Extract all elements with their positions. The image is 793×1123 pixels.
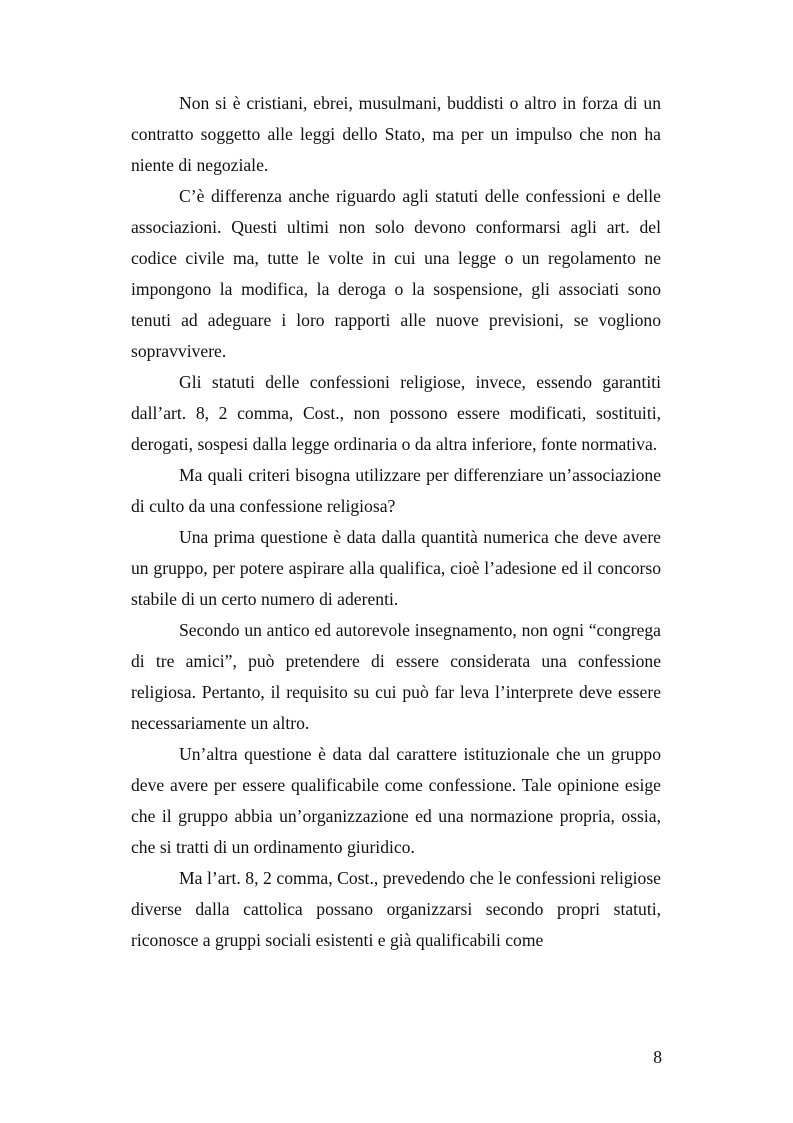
paragraph: Ma l’art. 8, 2 comma, Cost., prevedendo che le confessioni religiose diverse dalla cattolica possano organizzarsi secondo propri statuti, riconosce a gruppi sociali esistenti e già qualificabili come [131,868,661,950]
paragraph: Non si è cristiani, ebrei, musulmani, buddisti o altro in forza di un contratto soggetto alle leggi dello Stato, ma per un impulso che non ha niente di negoziale. [131,93,661,175]
paragraph: C’è differenza anche riguardo agli statuti delle confessioni e delle associazioni. Questi ultimi non solo devono conformarsi agli art. del codice civile ma, tutte le volte in cui una legge o un regolamento ne impongono la modifica, la deroga o la sospensione, gli associati sono tenuti ad adeguare i loro rapporti alle nuove previsioni, se vogliono sopravvivere. [131,186,661,361]
body-text [131,88,661,956]
paragraph: Un’altra questione è data dal carattere istituzionale che un gruppo deve avere per essere qualificabile come confessione. Tale opinione esige che il gruppo abbia un’organizzazione ed una normazione propria, ossia, che si tratti di un ordinamento giuridico. [131,744,661,857]
paragraph: Secondo un antico ed autorevole insegnamento, non ogni “congrega di tre amici”, può pretendere di essere considerata una confessione religiosa. Pertanto, il requisito su cui può far leva l’interprete deve essere necessariamente un altro. [131,620,661,733]
page-number: 8 [653,1047,662,1067]
paragraph: Una prima questione è data dalla quantità numerica che deve avere un gruppo, per potere aspirare alla qualifica, cioè l’adesione ed il concorso stabile di un certo numero di aderenti. [131,527,661,609]
paragraph: Gli statuti delle confessioni religiose, invece, essendo garantiti dall’art. 8, 2 comma, Cost., non possono essere modificati, sostituiti, derogati, sospesi dalla legge ordinaria o da altra inferiore, fonte normativa. [131,372,661,454]
paragraph: Ma quali criteri bisogna utilizzare per differenziare un’associazione di culto da una confessione religiosa? [131,465,661,516]
